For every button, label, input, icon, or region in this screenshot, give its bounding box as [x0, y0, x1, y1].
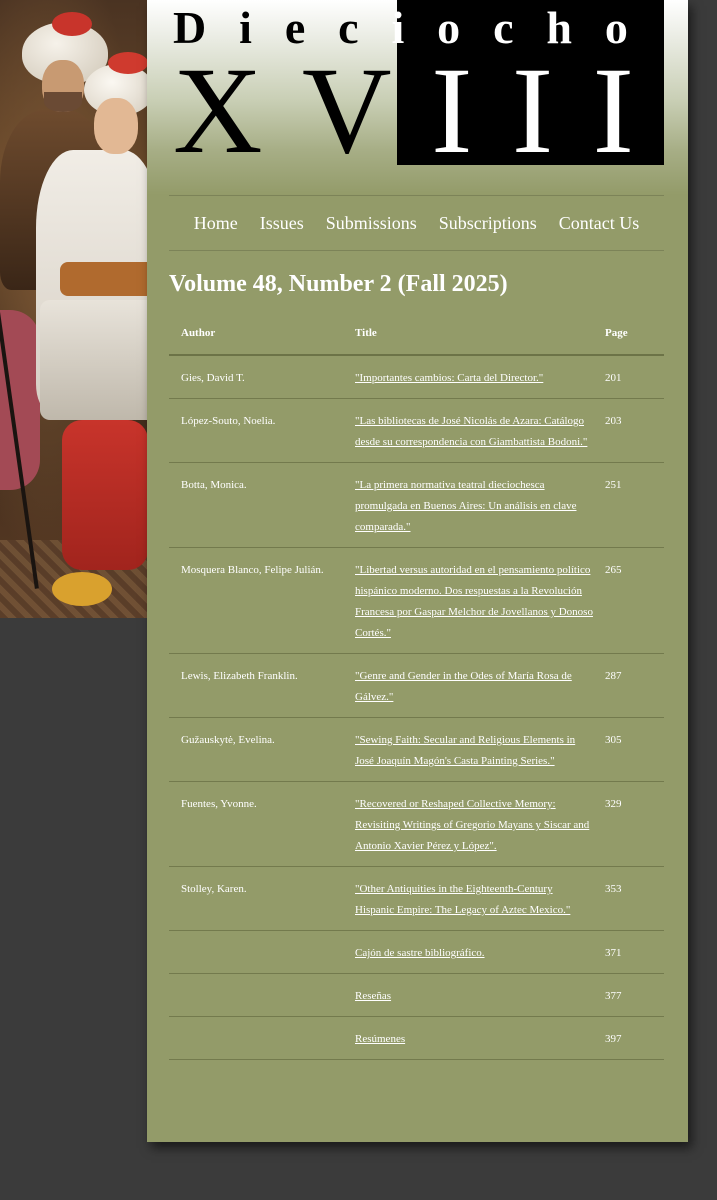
article-page: 397 — [605, 1033, 622, 1045]
masthead-letter: c — [493, 2, 514, 53]
article-author — [169, 943, 345, 964]
main-navigation — [169, 195, 664, 251]
masthead-letter: o — [437, 2, 461, 53]
article-title-link[interactable]: "Las bibliotecas de José Nicolás de Azara: Catálogo desde su correspondencia con Giambattista Bodoni." — [355, 415, 588, 448]
nav-contact-us[interactable]: Contact Us — [558, 212, 640, 233]
article-author: López-Souto, Noelia. — [181, 415, 276, 427]
article-title-link[interactable]: "Genre and Gender in the Odes of María Rosa de Gálvez." — [355, 670, 572, 703]
article-title-cell — [345, 666, 594, 708]
nav-home[interactable]: Home — [193, 212, 238, 233]
article-title-cell — [345, 368, 594, 389]
header-title: Title — [355, 327, 377, 339]
article-title-cell — [345, 411, 594, 453]
masthead-numeral: X — [173, 42, 263, 179]
toc-row — [169, 974, 664, 1017]
article-title-cell — [345, 794, 594, 857]
toc-row — [169, 718, 664, 782]
journal-masthead[interactable] — [169, 0, 664, 179]
masthead-roman-numeral — [169, 42, 664, 179]
content-panel — [147, 0, 688, 1142]
masthead-letter: o — [604, 2, 628, 53]
article-author: Botta, Monica. — [181, 479, 247, 491]
article-page: 377 — [605, 990, 622, 1002]
article-page: 329 — [605, 798, 622, 810]
article-page: 203 — [605, 415, 622, 427]
toc-row — [169, 463, 664, 548]
article-title-link[interactable]: Reseñas — [355, 990, 392, 1002]
toc-header-row — [169, 312, 664, 356]
article-title-link[interactable]: "Libertad versus autoridad en el pensamiento político hispánico moderno. Dos respuestas a la Revolución Francesa por Gaspar Melchor de Jovellanos y Donoso Cortés." — [355, 564, 593, 639]
article-title-cell — [345, 879, 594, 921]
article-title-link[interactable]: "La primera normativa teatral dieciochesca promulgada en Buenos Aires: Un análisis en clave comparada." — [355, 479, 577, 533]
masthead-letter: c — [338, 2, 359, 53]
article-author: Gies, David T. — [181, 372, 245, 384]
volume-title: Volume 48, Number 2 (Fall 2025) — [169, 271, 508, 297]
masthead-numeral: V — [302, 42, 392, 179]
article-author: Lewis, Elizabeth Franklin. — [181, 670, 298, 682]
masthead-letter: e — [284, 2, 306, 53]
article-author — [169, 1029, 345, 1050]
article-page: 251 — [605, 479, 622, 491]
article-title-cell — [345, 730, 594, 772]
nav-subscriptions[interactable]: Subscriptions — [438, 212, 537, 233]
toc-row — [169, 356, 664, 399]
article-page: 305 — [605, 734, 622, 746]
nav-issues[interactable]: Issues — [259, 212, 304, 233]
article-author: Fuentes, Yvonne. — [181, 798, 257, 810]
masthead-letter: h — [546, 2, 572, 53]
article-title-link[interactable]: Cajón de sastre bibliográfico. — [355, 947, 485, 959]
masthead-numeral: I — [431, 42, 473, 179]
toc-row — [169, 931, 664, 974]
table-of-contents — [169, 312, 664, 1060]
article-title-link[interactable]: "Recovered or Reshaped Collective Memory: Revisiting Writings of Gregorio Mayans y Siscar and Antonio Xavier Pérez y López". — [355, 798, 590, 852]
toc-row — [169, 399, 664, 463]
toc-row — [169, 1017, 664, 1060]
header-author: Author — [181, 327, 216, 339]
masthead-letter: D — [173, 2, 207, 53]
nav-submissions[interactable]: Submissions — [325, 212, 417, 233]
masthead-letter: i — [391, 2, 405, 53]
article-title-cell — [345, 943, 594, 964]
toc-row — [169, 654, 664, 718]
toc-row — [169, 867, 664, 931]
article-page: 265 — [605, 564, 622, 576]
article-author: Mosquera Blanco, Felipe Julián. — [181, 564, 324, 576]
article-title-link[interactable]: "Sewing Faith: Secular and Religious Elements in José Joaquín Magón's Casta Painting Series." — [355, 734, 576, 767]
article-page: 353 — [605, 883, 622, 895]
article-author: Stolley, Karen. — [181, 883, 247, 895]
article-page: 371 — [605, 947, 622, 959]
article-title-link[interactable]: "Importantes cambios: Carta del Director." — [355, 372, 544, 384]
article-title-cell — [345, 986, 594, 1007]
article-page: 201 — [605, 372, 622, 384]
article-title-cell — [345, 1029, 594, 1050]
toc-row — [169, 782, 664, 867]
toc-row — [169, 548, 664, 654]
article-title-cell — [345, 475, 594, 538]
masthead-numeral: I — [592, 42, 634, 179]
cover-painting — [0, 0, 160, 618]
masthead-numeral: I — [511, 42, 554, 179]
article-author: Gužauskytė, Evelina. — [181, 734, 275, 746]
article-title-link[interactable]: "Other Antiquities in the Eighteenth-Century Hispanic Empire: The Legacy of Aztec Mexico." — [355, 883, 571, 916]
article-title-link[interactable]: Resúmenes — [355, 1033, 406, 1045]
article-page: 287 — [605, 670, 622, 682]
masthead-letter: i — [239, 2, 252, 53]
header-page: Page — [605, 327, 628, 339]
article-author — [169, 986, 345, 1007]
article-title-cell — [345, 560, 594, 644]
toc-body — [169, 356, 664, 1060]
